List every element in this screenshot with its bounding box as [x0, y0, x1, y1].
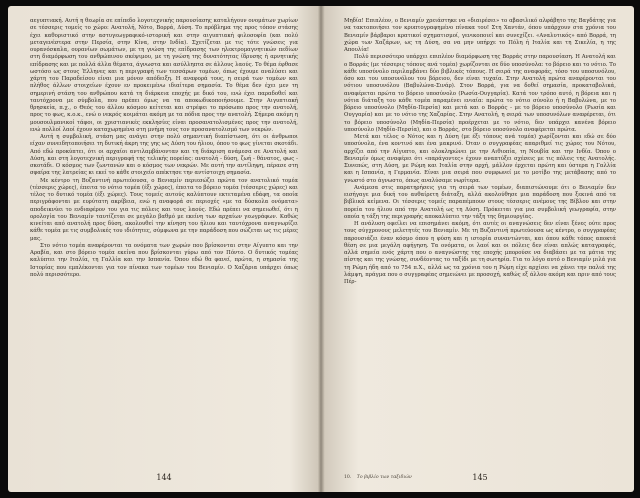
left-page-text: [30, 18, 298, 279]
paragraph: Η ανάλυση οφείλει να επισημάνει ακόμη, ότι αυτές οι αναγνώσεις δεν είναι ξένες ούτε προς τους σύγχρονους μελετητές του Βενιαμίν. Με τη Βυζαντινή πρωτεύουσα ως κέντρο, ο συγγραφέας παρουσιάζει έναν κόσμο όπου η φύση και η ιστορία συναντώνται, και όπου κάθε τόπος αποκτά θέση σε μια μεγάλη αφήγηση. Τα ονόματα, οι λαοί και οι πόλεις δεν είναι απλώς καταγραφές, αλλά σημεία ενός χάρτη που ο αναγνώστης της εποχής μπορούσε να διαβάσει με τα μάτια της πίστης και της γνώσης, συνδέοντας το ταξίδι με τη σωτηρία. Για το λόγο αυτό ο Βενιαμίν μιλά για τη Ρώμη ήδη από το 754 π.Χ., αλλά ως τα χρόνια του η Ρώμη είχε αρχίσει να χάνει την παλιά της λάμψη, πράγμα που ο συγγραφέας σημειώνει με προσοχή, καθώς εξ άλλου ακόμη και πριν από τους Πέρ-: [344, 221, 616, 285]
paragraph: Με κέντρο τη Βυζαντινή πρωτεύουσα, ο Βενιαμίν περιεσώζει πρώτα τον ανατολικό τομέα (τέσσερις χώρες), έπειτα το νότιο τομέα (έξι χώρες), έπειτα το βόρειο τομέα (τέσσερις χώρες) και τέλος το δυτικό τομέα (έξι χώρες). Τους τομείς αυτούς καλύπτουν εκτεταμένα εδάφη, τα οποία περιγράφονται με ευρύτατη ακρίβεια, ενώ η αναφορά σε περιοχές «με τα δύσκολα ονόματα» αποδεικνύει το ενδιαφέρον του για τις πόλεις και τους λαούς. Εδώ πρέπει να σημειωθεί, ότι η ορολογία του Βενιαμίν ταυτίζεται σε μεγάλο βαθμό με εκείνη των αρχαίων γεωγράφων. Καθώς κινείται από ανατολή προς δύση, ακολουθεί την κίνηση του ήλιου και ταυτόχρονα αναγνωρίζει κάθε τομέα με τις συμβολικές του ιδιότητες, σύμφωνα με την παράδοση που σώζεται ως τις μέρες μας.: [30, 177, 298, 242]
page-number: 145: [472, 473, 488, 482]
right-page: [344, 18, 616, 486]
left-page: [30, 18, 298, 486]
paragraph: αεγυπτιακή. Αυτή η θεωρία σε επίπεδο λογοτεχνικής παρουσίασης καταλήγουν ονομάτων χωρίων σε τέσσερις τομείς το χώρο: Ανατολή, Νότο, Βορρά, Δύση. Το πρόβλημα της προς τόπον στάσης έχει καθοριστικό στην αστυγεωγραφικό-ιστορική και στην αιγυπτιακή φιλοσοφία (και πολύ μεταγενέστερα στην Περσία, στην Κίνα, στην Ινδία). Σχετίζεται με τις τότε γνώσεις για ουρανόσκαλα, ουρανίων σωμάτων, με τη γνώση της επίδρασης των ηλεκτρομαγνητικών πεδίων στη διαμόρφωση του ανθρώπινου σκέψιμου, με τη γνώση της δυνατότητας ίδρυσης ή αρνητικής επίδρασης και με πολλά άλλα θέματα, άγνωστα και ασύλληπτα σε άλλους λαούς. Το θέμα έφθασε ωστόσο ως στους Έλληνες και η περιγραφή των τεσσάρων τομέων, όπως έχουμε αναλύσει και χάρτη του Παραδείσου είναι μια μόνον απόδειξη. Η αναφορά τους, η σειρά των τομέων και πλήθος άλλων στοιχείων έχουν εν προκειμένω ιδιαίτερα σημασία. Το θέμα δεν έχει μεν τη σημερινή στάση του ανθρώπου κατά τη διάρκεια εποχής με δικό του, ενώ έχει παραδοθεί και ταυτόχρονα με σύμβολα, που πρέπει όμως να τα αποκωδικοποιήσουμε. Στην Αιγυπτιακή θρησκεία, π.χ., ο Θεός του άλλου κόσμου κείτεται και στρέφει το πρόσωπο προς την ανατολή, προς το φως, κ.ο.κ., ενώ ο νεκρός κοιμάται ακόμη με τα πόδια προς την ανατολή. Σήμερα ακόμη η μουσουλμανικοί τάφοι, οι χριστιανικές εκκλησίες είναι προσανατολισμένες προς την ανατολή, ενώ πολλοί λαοί έχουν καταχωρημένα στη μνήμη τους τον προσανατολισμό των νεκρών.: [30, 18, 298, 133]
paragraph: Μηδία! Επιπλέον, ο Βενιαμίν χρειάστηκε να «διαιρέσει» το αβασιλικό αλφάβητο της Βαγδάτης για να τακτοποιήσει τον κρυπτογραφημένο πίνακα του! Στη Χαντάν, όπου υπάρχουν στα χρόνια του Βενιαμίν βάρβαροι κρατικοί σχηματισμοί, γενικοποιεί και συνεχίζει. «Αναλυτικός» από Βορρά, τη χώρα των Χαζάρων, ως τη Δύση, σα να μην υπήρχε το Πόλη ή Ιταλία και τη Σικελία, η της Απουλία!: [344, 18, 616, 53]
book-spread: [8, 6, 634, 492]
footer-title: Το βιβλίο των ταξιδιών: [356, 475, 412, 480]
footer-chapter-number: 10.: [344, 475, 352, 480]
paragraph: Ανάμεσα στις παρατηρήσεις για τη σειρά των τομέων, διαπιστώνουμε ότι ο Βενιαμίν δεν εισήγαγε μια δική του αυθαίρετη διάταξη, αλλά ακολούθησε μια παράδοση που ξεκινά από τα βιβλικά κείμενα. Οι τέσσερις τομείς παραπέμπουν στους τέσσερις ανέμους της Βίβλου και στην πορεία του ήλιου από την Ανατολή ως τη Δύση. Πρόκειται για μια συμβολική γεωγραφία, στην οποία η τάξη της περιγραφής αποκαλύπτει την τάξη της δημιουργίας.: [344, 184, 616, 220]
page-number: 144: [156, 473, 172, 482]
paragraph: Αυτή η συμβολική, στάση μας ανάγει στην πολύ σημαντική διαπίστωση, ότι οι άνθρωποι είχαν συνειδητοποιήσει τη δυτική άκρη της γης ως Δύση του ήλιου, όπου το φως γίνεται σκοτάδι. Από εδώ προκύπτει, ότι οι αρχαίοι αντιλαμβάνονταν και τη διάκριση ανάμεσα σε Ανατολή και Δύση, και στη λογοτεχνική περιγραφή της τελικής πορείας: ανατολή - δύση, ζωή - θάνατος, φως - σκοτάδι. Ο κόσμος των ζωντανών και ο κόσμος των νεκρών. Με αυτή την αντίληψη, πέρασε στη σφαίρα της λατρείας κι εκεί το κάθε στοιχείο απέκτησε την αντίστοιχη σημασία.: [30, 134, 298, 177]
paragraph: Στο νότιο τομέα αναφέρονται τα ονόματα των χωρών που βρίσκονται στην Αίγυπτο και την Αραβία, και στο βόρειο τομέα εκείνα που βρίσκονται γύρω από τον Πόντο. Ο δυτικός τομέας καλύπτει την Ιταλία, τη Γαλλία και την Ισπανία. Όπου εδώ θα φανεί, πρώτα, η σημασία της Ιστορίας που εμπλέκονται για τον πίνακα των τομέων του Βενιαμίν. Ο Χαζάρια υπάρχει όπως πολύ περισσότερο.: [30, 242, 298, 278]
right-page-text: [344, 18, 616, 286]
paragraph: Πολύ περισσότερο υπάρχει επιπλέον διαμόρφωση της Βορράς στην παρουσίαση. Η Ανατολή και ο Βορράς (με τέσσερις τόπους ανά τομέα) χωρίζονται σε δύο υποσύνολα: το βόρειο και το νότιο. Το κάθε υποσύνολο περιλαμβάνει δύο βιβλικές τόπους. Η σειρά της αναφοράς, τόσο του υποσυνόλου, όσο και του υποσυνόλου του βόρειου, δεν είναι τυχαία. Στην Ανατολή πρώτα αναφέρονται του νότιου υποσυνόλου (Βαβυλώνα-Σινάρ). Στον Βορρά, για να δοθεί σημασία, προκαταβολικά, αναφέρεται πρώτα το βόρειο υποσύνολο (Ρωσία-Ουγγαρία). Κατά τον τρόπο αυτό, η βόρεια και η νότια διάταξη του κάθε τομέα παραμένει ενιαία: πρώτα το νότιο σύνολο ή η Βαβυλώνα, με το βόρειο υποσύνολο (Μηδία-Περσία) και μετά και ο Βορράς - με το βόρειο υποσύνολο (Ρωσία και Ουγγαρία) και με το νότιο της Χαζαρίας. Στην Ανατολή, η σειρά των υποσυνόλων αναφέρεται, ότι το βόρειο υποσύνολο (Μηδία-Περσία) προέρχεται με το νότιο, δεν υπάρχει κανένα βόρειο υποσύνολο (Μηδία-Περσία), και ο Βορράς, στο βόρειο υποσύνολο αναφέρεται πρώτα.: [344, 54, 616, 133]
paragraph: Μετά και τέλος ο Νότος και η Δύση (με έξι τόπους ανά τομέα) χωρίζονται και εδώ σε δύο υποσύνολα, ένα κοντινό και ένα μακρινό. Όταν ο συγγραφέας απαριθμεί τις χώρες του Νότου, αρχίζει από την Αίγυπτο, και ολοκληρώνει με την Αιθιοπία, τη Νουβία και την Ινδία. Όπου ο Βενιαμίν όμως αναφέρει ότι «παράγοντες» έχουν αναπτύξει σχέσεις με τις πόλεις της Ανατολής. Συνεπώς, στη Δύση, με Ρώμη και Ιταλία στην αρχή, μάλλον έρχεται πρώτη και ύστερα η Γαλλία και η Ισπανία, η Γερμανία. Είναι μια σειρά που συμφωνεί με το μοτίβο της μετάβασης από το γνωστό στο άγνωστο, όπως αναλύσαμε νωρίτερα.: [344, 134, 616, 184]
